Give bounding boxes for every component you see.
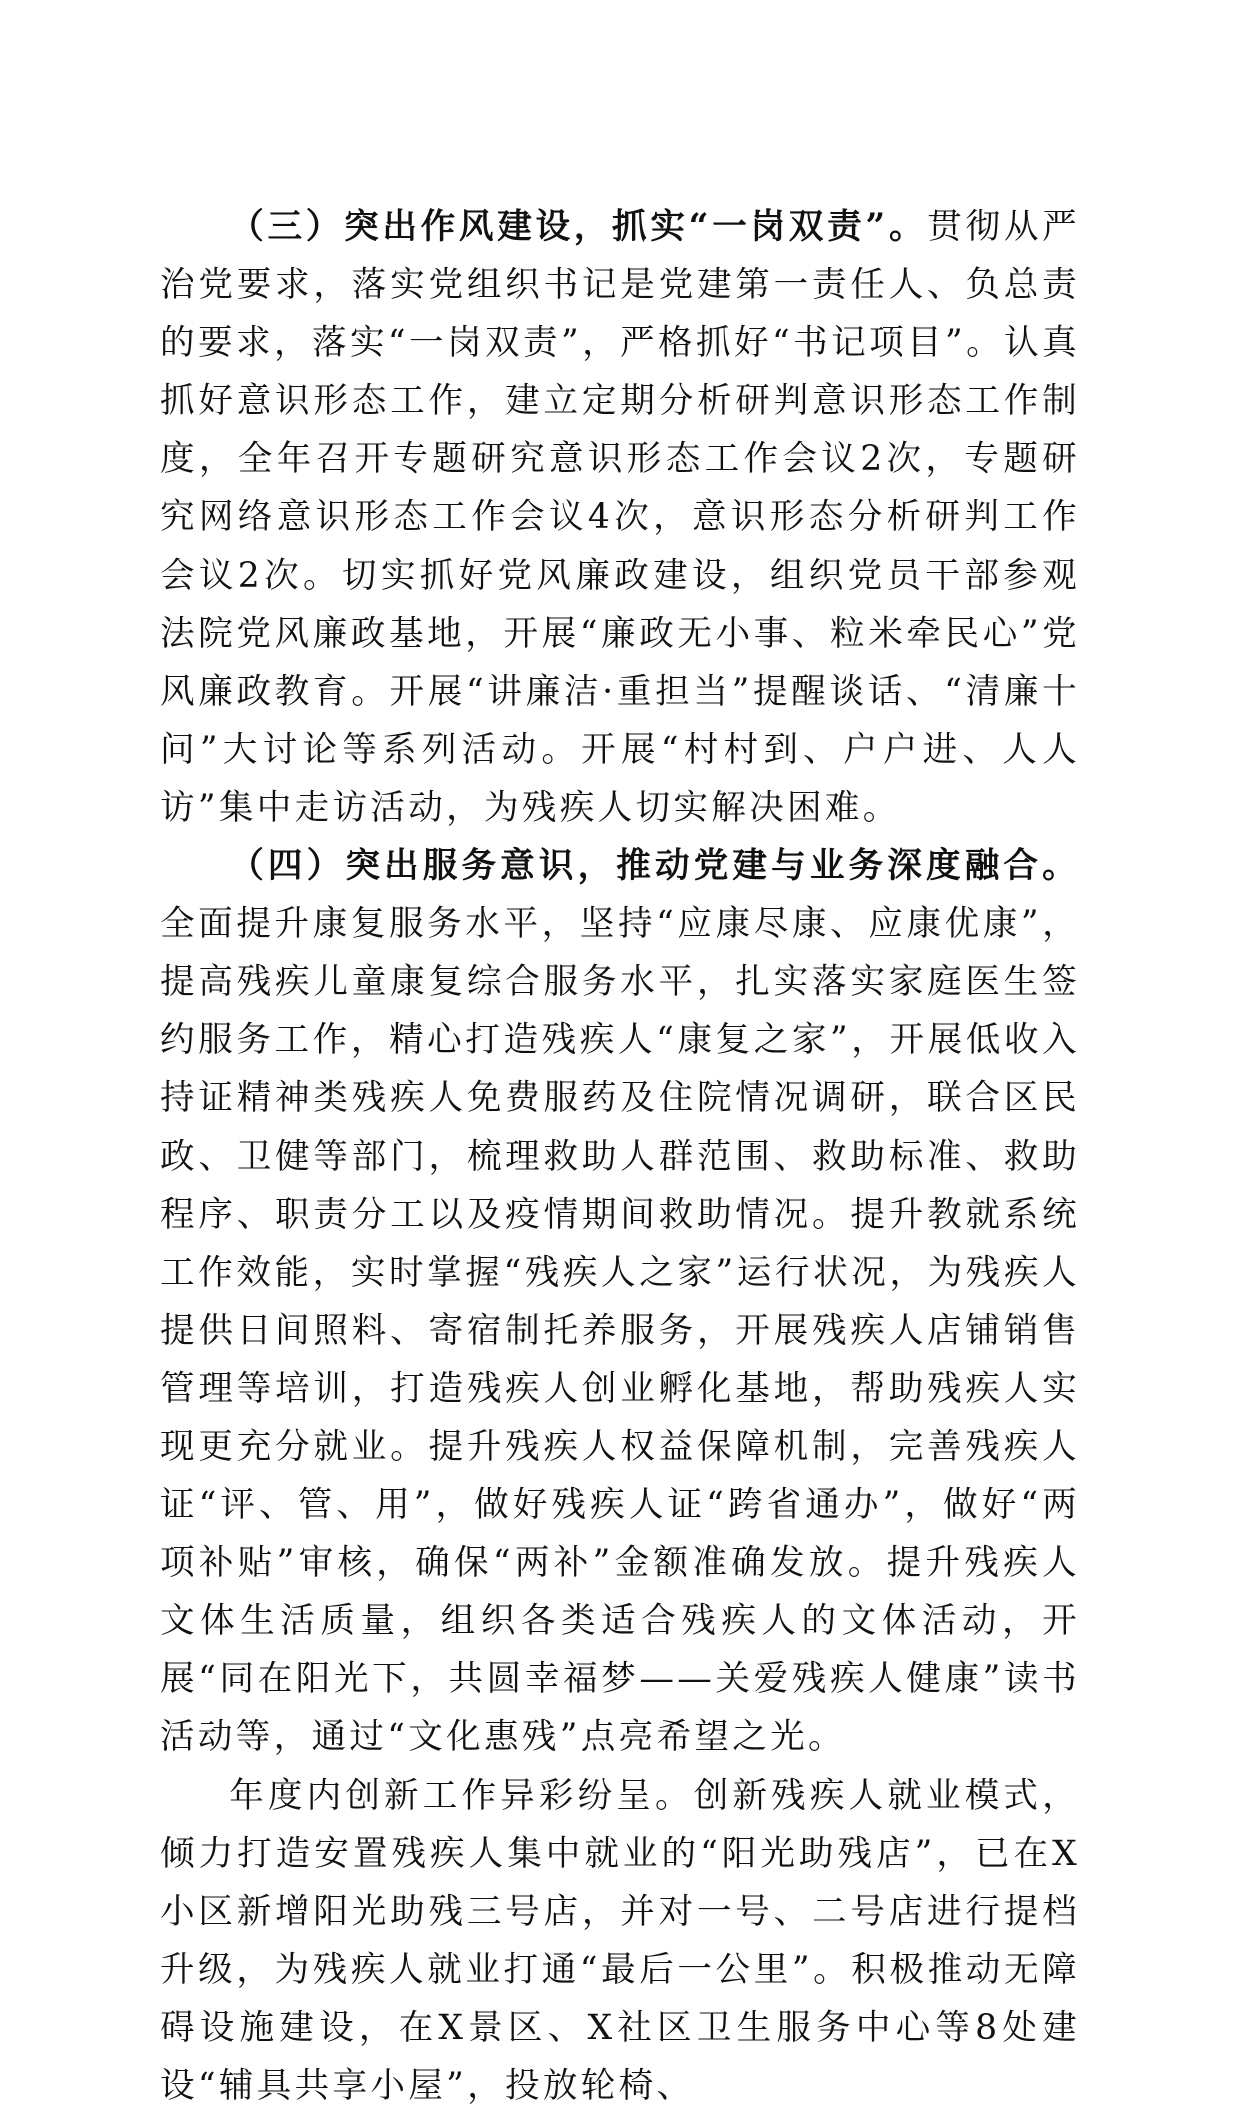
section-four-heading: （四）突出服务意识，推动党建与业务深度融合。: [229, 846, 1080, 887]
section-three-body: 贯彻从严治党要求，落实党组织书记是党建第一责任人、负总责的要求，落实“一岗双责”，严格抓好“书记项目”。认真抓好意识形态工作，建立定期分析研判意识形态工作制度，全年召开专题研究意识形态工作会议2次，专题研究网络意识形态工作会议4次，意识形态分析研判工作会议2次。切实抓好党风廉政建设，组织党员干部参观法院党风廉政基地，开展“廉政无小事、粒米牵民心”党风廉政教育。开展“讲廉洁·重担当”提醒谈话、“清廉十问”大讨论等系列活动。开展“村村到、户户进、人人访”集中走访活动，为残疾人切实解决困难。: [160, 207, 1081, 828]
section-four-paragraph: [160, 837, 1080, 1767]
section-three-paragraph: [160, 198, 1080, 837]
section-three-heading: （三）突出作风建设，抓实“一岗双责”。: [229, 207, 928, 247]
innovation-paragraph: 年度内创新工作异彩纷呈。创新残疾人就业模式，倾力打造安置残疾人集中就业的“阳光助残店”，已在X小区新增阳光助残三号店，并对一号、二号店进行提档升级，为残疾人就业打通“最后一公里”。积极推动无障碍设施建设，在X景区、X社区卫生服务中心等8处建设“辅具共享小屋”，投放轮椅、: [160, 1775, 1080, 2106]
section-four-body: 全面提升康复服务水平，坚持“应康尽康、应康优康”，提高残疾儿童康复综合服务水平，扎实落实家庭医生签约服务工作，精心打造残疾人“康复之家”，开展低收入持证精神类残疾人免费服药及住院情况调研，联合区民政、卫健等部门，梳理救助人群范围、救助标准、救助程序、职责分工以及疫情期间救助情况。提升教就系统工作效能，实时掌握“残疾人之家”运行状况，为残疾人提供日间照料、寄宿制托养服务，开展残疾人店铺销售管理等培训，打造残疾人创业孵化基地，帮助残疾人实现更充分就业。提升残疾人权益保障机制，完善残疾人证“评、管、用”，做好残疾人证“跨省通办”，做好“两项补贴”审核，确保“两补”金额准确发放。提升残疾人文体生活质量，组织各类适合残疾人的文体活动，开展“同在阳光下，共圆幸福梦——关爱残疾人健康”读书活动等，通过“文化惠残”点亮希望之光。: [160, 904, 1080, 1758]
document-page: [160, 198, 1080, 2115]
